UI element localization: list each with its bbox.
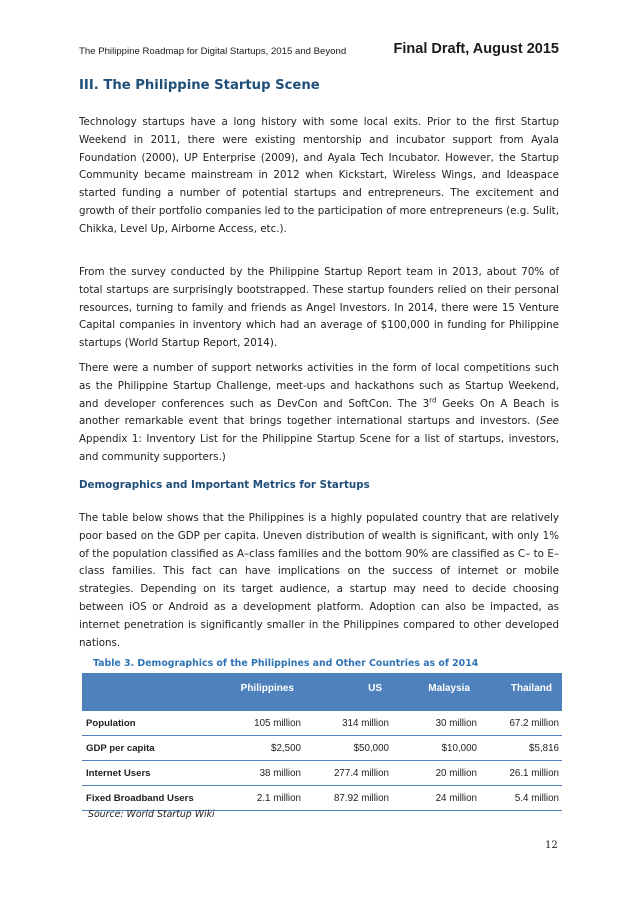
table-cell: 87.92 million: [304, 786, 392, 811]
table-row: [82, 786, 562, 811]
table-cell: 30 million: [392, 711, 480, 736]
table-row: [82, 736, 562, 761]
table-cell: $2,500: [214, 736, 304, 761]
row-label: Internet Users: [82, 761, 214, 786]
paragraph-demographics: The table below shows that the Philippines is a highly populated country that are relatively poor based on the GDP per capita. Uneven distribution of wealth is significant, with only 1% of the population classified as A–class families and the bottom 90% are classified as C– to E–class families. This fact can have implications on the success of internet or mobile strategies. Depending on its target audience, a startup may need to decide choosing between iOS or Android as a development platform. Adoption can also be impacted, as internet penetration is significantly smaller in the Philippines compared to other developed nations.: [79, 512, 559, 649]
table-cell: $50,000: [304, 736, 392, 761]
column-header: US: [304, 673, 392, 711]
table-cell: $5,816: [480, 736, 562, 761]
demographics-table: [82, 673, 562, 811]
section-title: III. The Philippine Startup Scene: [79, 78, 320, 93]
paragraph-support-networks: [79, 360, 559, 467]
table-cell: 277.4 million: [304, 761, 392, 786]
table-cell: 24 million: [392, 786, 480, 811]
table-cell: 5.4 million: [480, 786, 562, 811]
table-cell: 26.1 million: [480, 761, 562, 786]
draft-label: Final Draft, August 2015: [393, 41, 559, 57]
running-header: [79, 41, 559, 63]
row-label: Fixed Broadband Users: [82, 786, 214, 811]
table-corner-cell: [82, 673, 214, 711]
row-label: GDP per capita: [82, 736, 214, 761]
geeks-on-a-beach-text: Geeks On A Beach is another remarkable event that brings together international startups and investors. (: [79, 397, 559, 428]
table-cell: 105 million: [214, 711, 304, 736]
appendix-reference: Appendix 1: Inventory List for the Philippine Startup Scene for a list of startups, investors, and community supporters.): [79, 433, 559, 463]
table-cell: 2.1 million: [214, 786, 304, 811]
document-title: The Philippine Roadmap for Digital Startups, 2015 and Beyond: [79, 46, 347, 57]
table-cell: $10,000: [392, 736, 480, 761]
table-header-row: [82, 673, 562, 711]
table-row: [82, 711, 562, 736]
row-label: Population: [82, 711, 214, 736]
table-caption: Table 3. Demographics of the Philippines and Other Countries as of 2014: [93, 658, 479, 669]
ordinal-suffix: rd: [429, 396, 437, 405]
page-number: 12: [545, 840, 558, 851]
column-header: Philippines: [214, 673, 304, 711]
subheading-demographics: Demographics and Important Metrics for Startups: [79, 479, 370, 491]
see-reference: See: [539, 415, 559, 428]
table-row: [82, 761, 562, 786]
table-cell: 38 million: [214, 761, 304, 786]
paragraph-startup-history: Technology startups have a long history with some local exits. Prior to the first Startup Weekend in 2011, there were existing mentorship and incubator support from Ayala Foundation (2000), UP Enterprise (2009), and Ayala Tech Incubator. However, the Startup Community became mainstream in 2012 when Kickstart, Wireless Wings, and Ideaspace started funding a number of potential startups and entrepreneurs. The excitement and growth of their portfolio companies led to the participation of more entrepreneurs (e.g. Sulit, Chikka, Level Up, Airborne Access, etc.).: [79, 116, 559, 235]
support-networks-text: There were a number of support networks activities in the form of local competitions such as the Philippine Startup Challenge, meet-ups and hackathons such as Startup Weekend, and developer conferences such as DevCon and SoftCon. The 3: [79, 362, 559, 410]
source-note: Source: World Startup Wiki: [88, 809, 215, 820]
paragraph-survey: From the survey conducted by the Philippine Startup Report team in 2013, about 70% of total startups are surprisingly bootstrapped. These startup founders relied on their personal resources, turning to family and friends as Angel Investors. In 2014, there were 15 Venture Capital companies in inventory which had an average of $100,000 in funding for Philippine startups (World Startup Report, 2014).: [79, 266, 559, 350]
column-header: Thailand: [480, 673, 562, 711]
table-cell: 314 million: [304, 711, 392, 736]
table-cell: 20 million: [392, 761, 480, 786]
table-cell: 67.2 million: [480, 711, 562, 736]
column-header: Malaysia: [392, 673, 480, 711]
